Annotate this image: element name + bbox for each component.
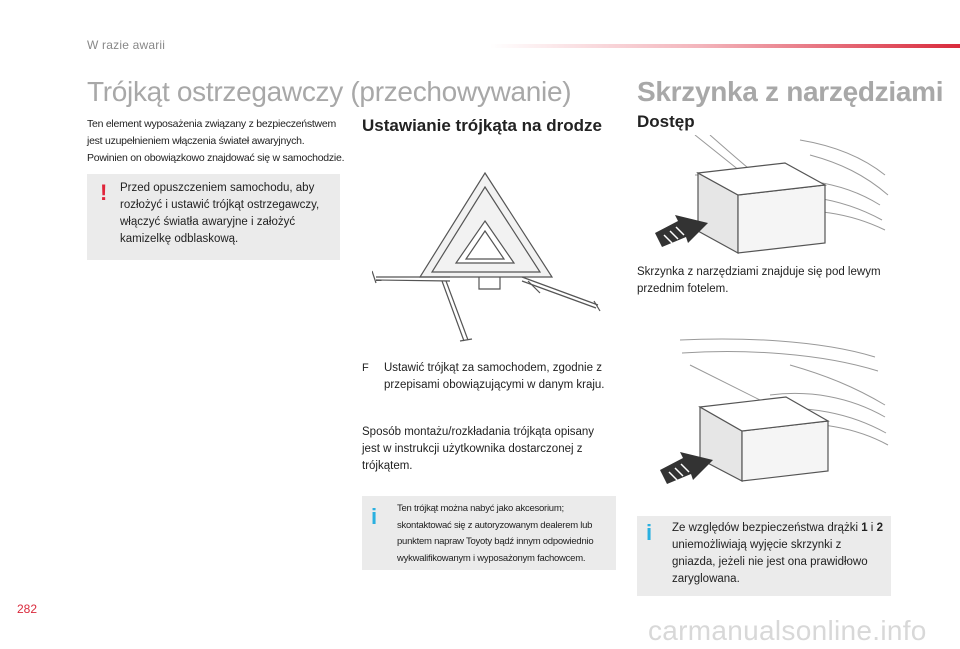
- seat-toolbox-illustration-bottom: [650, 335, 890, 485]
- seat-toolbox-illustration-top: [650, 135, 890, 260]
- bullet-arrow-icon: F: [362, 362, 369, 374]
- warning-icon: !: [100, 180, 108, 205]
- toolbox-location-text: Skrzynka z narzędziami znajduje się pod lewym przednim fotelem.: [637, 266, 881, 295]
- placement-bullet: [362, 360, 612, 394]
- toolbox-title: Skrzynka z narzędziami: [637, 76, 944, 107]
- intro-paragraph: Ten element wyposażenia związany z bezpieczeństwem jest uzupełnieniem włączenia świateł awaryjnych. Powinien on obowiązkowo znajdować się w samochodzie.: [87, 118, 345, 164]
- page-title: Trójkąt ostrzegawczy (przechowywanie): [87, 76, 572, 107]
- header-gradient-line: [490, 44, 960, 48]
- info-icon: i: [646, 520, 653, 545]
- assembly-paragraph: Sposób montażu/rozkładania trójkąta opisany jest w instrukcji użytkownika dostarczonej z trójkątem.: [362, 426, 595, 472]
- accessory-info-text: Ten trójkąt można nabyć jako akcesorium; skontaktować się z autoryzowanym dealerem lub punktem napraw Toyoty bądź innym odpowiednio wykwalifikowanym i wyposażonym fachowcem.: [397, 503, 594, 564]
- watermark: carmanualsonline.info: [648, 615, 927, 646]
- bullet-text: Ustawić trójkąt za samochodem, zgodnie z przepisami obowiązującymi w danym kraju.: [384, 362, 605, 391]
- triangle-placement-heading: Ustawianie trójkąta na drodze: [362, 116, 602, 135]
- info-icon: i: [371, 504, 378, 529]
- safety-info-text: Ze względów bezpieczeństwa drążki 1 i 2 uniemożliwiają wyjęcie skrzynki z gniazda, jeżeli nie jest ona prawidłowo zaryglowana.: [672, 522, 883, 585]
- access-heading: Dostęp: [637, 112, 695, 131]
- warning-text: Przed opuszczeniem samochodu, aby rozłożyć i ustawić trójkąt ostrzegawczy, włączyć światła awaryjne i założyć kamizelkę odblaskową.: [120, 182, 320, 245]
- warning-triangle-illustration: [372, 165, 602, 350]
- section-header: W razie awarii: [87, 38, 166, 52]
- page-number: 282: [17, 602, 38, 616]
